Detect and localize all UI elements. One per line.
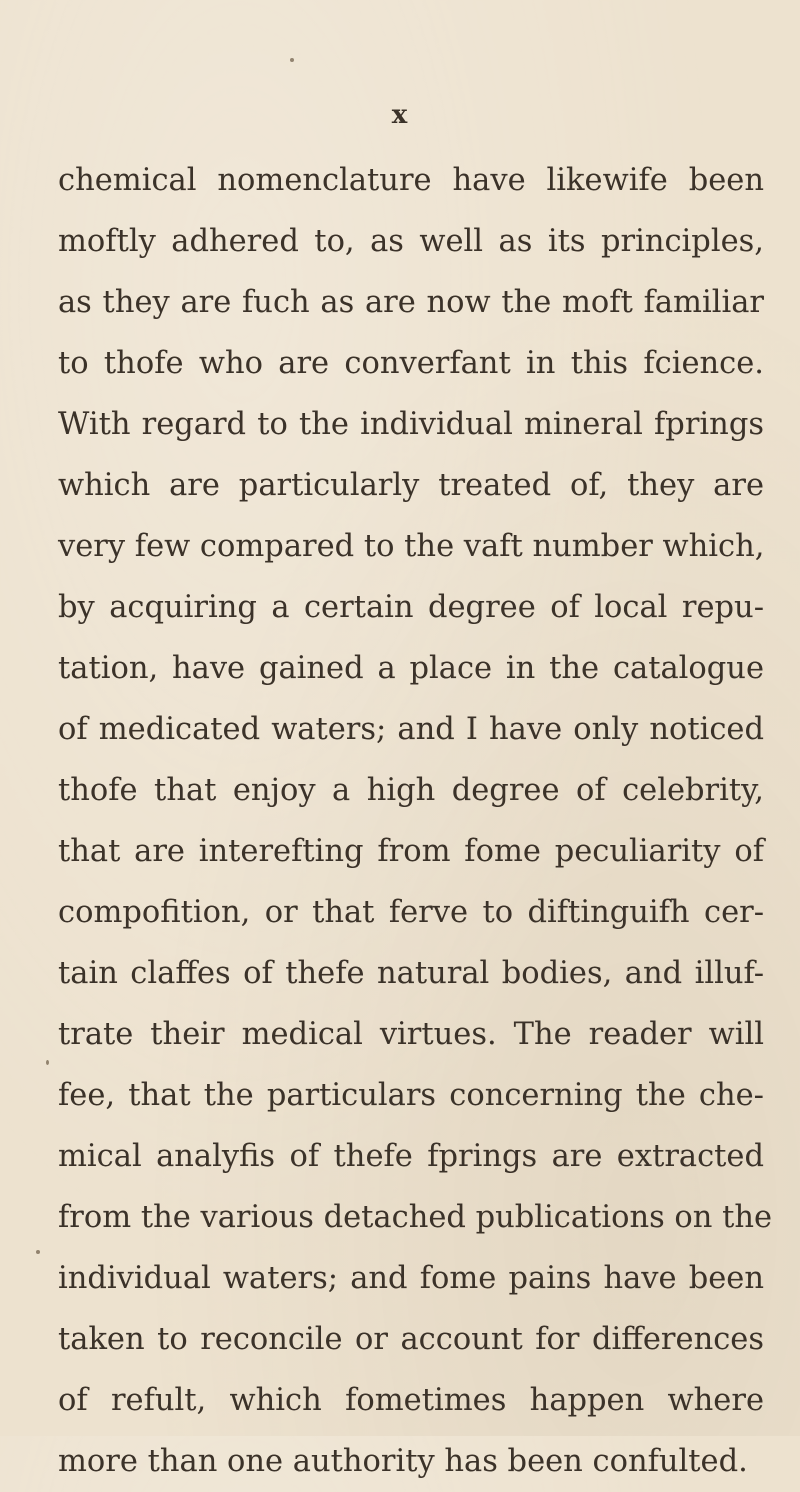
text-line: which are particularly treated of, they are (58, 468, 764, 503)
text-line: more than one authority has been confulted. (58, 1444, 748, 1479)
text-line: that are interefting from fome peculiarity of (58, 834, 764, 869)
text-line: very few compared to the vaft number which, (58, 529, 765, 564)
paper-speck (36, 1250, 40, 1254)
paper-speck (290, 58, 294, 62)
text-line: taken to reconcile or account for differences (58, 1322, 764, 1357)
text-line: fee, that the particulars concerning the che- (58, 1078, 764, 1113)
paper-speck (46, 1060, 49, 1065)
text-line: as they are fuch as are now the moft familiar (58, 285, 764, 320)
text-line: of medicated waters; and I have only noticed (58, 712, 764, 747)
text-line: chemical nomenclature have likewife been (58, 163, 764, 198)
text-line: thofe that enjoy a high degree of celebrity, (58, 773, 764, 808)
text-line: With regard to the individual mineral fprings (58, 407, 764, 442)
text-line: compofition, or that ferve to diftinguifh cer- (58, 895, 764, 930)
text-line: tation, have gained a place in the catalogue (58, 651, 764, 686)
text-line: from the various detached publications on the (58, 1200, 773, 1235)
text-line: moftly adhered to, as well as its principles, (58, 224, 764, 259)
page-number: x (391, 100, 409, 130)
text-line: mical analyfis of thefe fprings are extracted (58, 1139, 764, 1174)
text-line: tain claffes of thefe natural bodies, and illuf- (58, 956, 764, 991)
text-line: trate their medical virtues. The reader will (58, 1017, 764, 1052)
text-line: of refult, which fometimes happen where (58, 1383, 764, 1418)
text-line: individual waters; and fome pains have been (58, 1261, 764, 1296)
text-line: by acquiring a certain degree of local repu- (58, 590, 764, 625)
text-line: to thofe who are converfant in this fcience. (58, 346, 764, 381)
body-text (58, 150, 773, 1492)
